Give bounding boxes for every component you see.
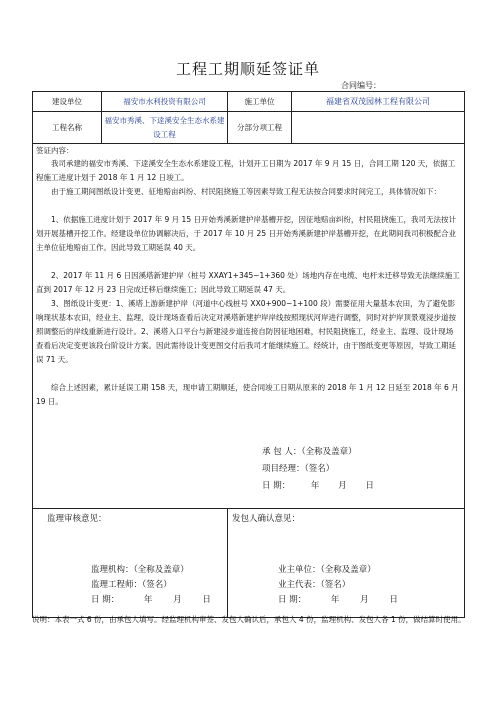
client-value: 福安市水利投资有限公司 <box>102 92 228 112</box>
date-label: 日 期： <box>262 481 291 491</box>
supervision-cell <box>33 509 228 618</box>
owner-label: 发包人确认意见： <box>232 514 301 524</box>
page-title: 工程工期顺延签证单 <box>175 60 320 78</box>
project-value: 福安市秀溪、下逹溪安全生态水系建设工程 <box>102 112 228 144</box>
project-manager-line: 项目经理：（签名） <box>262 464 335 474</box>
visa-form-table <box>32 91 465 618</box>
contractor-value: 福建省双茂园林工程有限公司 <box>292 92 465 112</box>
year-label: 年 <box>310 481 320 491</box>
project-row <box>33 112 465 144</box>
day-label: 日 <box>202 595 211 605</box>
month-label: 月 <box>360 595 369 605</box>
owner-org-line: 业主单位：（全称及盖章） <box>278 565 376 575</box>
paragraph-reason: 由于施工期间图纸设计变更、征地赔亩纠纷、村民阻挠施工等因素导致工程无法按合同要求时间完工，具体情况如下： <box>51 187 441 196</box>
content-label: 签证内容： <box>36 146 74 155</box>
paragraph-item-2: 2、2017 年 11 月 6 日因溪塔新建护岸（桩号 XXAY1+345~1+360 处）场地内存在电缆、电杆未迁移导致无法继续施工直到 2017 年 12 月 23 日完成迁移后继续施工；因此导致工期延误 47 天。 <box>36 271 460 294</box>
footnote: 说明：本表一式 6 份，由承包人填写。经监理机构审签、发包人确认后，承包人 4 份，监理机构、发包人各 1 份，做结算时使用。 <box>32 615 466 624</box>
year-label: 年 <box>143 595 153 605</box>
approval-row <box>33 509 465 618</box>
contractor-label: 施工单位 <box>228 92 292 112</box>
owner-date-line <box>278 593 398 605</box>
day-label: 日 <box>389 595 398 605</box>
date-label: 日 期： <box>278 595 307 605</box>
content-row <box>33 144 465 509</box>
month-label: 月 <box>173 595 182 605</box>
owner-rep-line: 业主代表：（签名） <box>278 580 351 590</box>
client-row <box>33 92 465 112</box>
contractor-date-line <box>262 478 374 495</box>
owner-cell <box>228 509 465 618</box>
client-label: 建设单位 <box>33 92 102 112</box>
supervision-engineer-line: 监理工程师：（签名） <box>91 580 172 590</box>
paragraph-intro: 我司承建的福安市秀溪、下逹溪安全生态水系建设工程，计划开工日期为 2017 年 9 月 15 日，合同工期 120 天，依据工程施工进度计划于 2018 年 1 月 12 日竣工。 <box>36 159 456 182</box>
visa-content-cell <box>33 144 465 509</box>
supervision-label: 监理审核意见： <box>47 514 107 524</box>
contract-number-label: 合同编号： <box>341 81 381 90</box>
month-label: 月 <box>338 481 347 491</box>
paragraph-item-3: 3、图纸设计变更：1、溪塔上游新建护岸（河道中心线桩号 XX0+900~1+100 段）需要征用大量基本农田，为了避免影响现状基本农田，经业主、监理、设计现场查看后决定对溪塔新建护岸岸线按照现状河岸进行调整，同时对护岸顶景观浸步道按照调整后的岸线重新进行设计。2、溪塔入口平台与新建浸步道连接自防因征地困难，村民阻挠施工，经业主、监理、设计现场查看后决定变更该段台阶设计方案。因此需待设计变更图交付后我司才能继续施工。经统计，由于图纸变更等原因，导致工期延误 71 天。 <box>36 299 456 364</box>
contractor-sign-line: 承 包 人：（全称及盖章） <box>262 447 357 457</box>
part-value <box>292 112 465 144</box>
day-label: 日 <box>365 481 374 491</box>
date-label: 日 期： <box>91 595 120 605</box>
supervision-date-line <box>91 593 211 605</box>
paragraph-summary: 综合上述因素，累计延误工期 158 天，现申请工期顺延，使合同竣工日期从原来的 2018 年 1 月 12 日延至 2018 年 6 月 19 日。 <box>36 383 459 406</box>
year-label: 年 <box>330 595 340 605</box>
part-label: 分部分项工程 <box>228 112 292 144</box>
paragraph-item-1: 1、依据施工进度计划于 2017 年 9 月 15 日开始秀溪新建护岸基槽开挖，因征地赔亩纠纷，村民阻挠施工，我司无法按计划开展基槽开挖工作。经建设单位协调解决后，于 2017 年 10 月 25 日开始秀溪新建护岸基槽开挖，在此期间我司积极配合业主单位征地赔亩工作。因此导致工期延误 40 天。 <box>36 215 456 252</box>
supervision-org-line: 监理机构：（全称及盖章） <box>91 565 189 575</box>
project-label: 工程名称 <box>33 112 102 144</box>
